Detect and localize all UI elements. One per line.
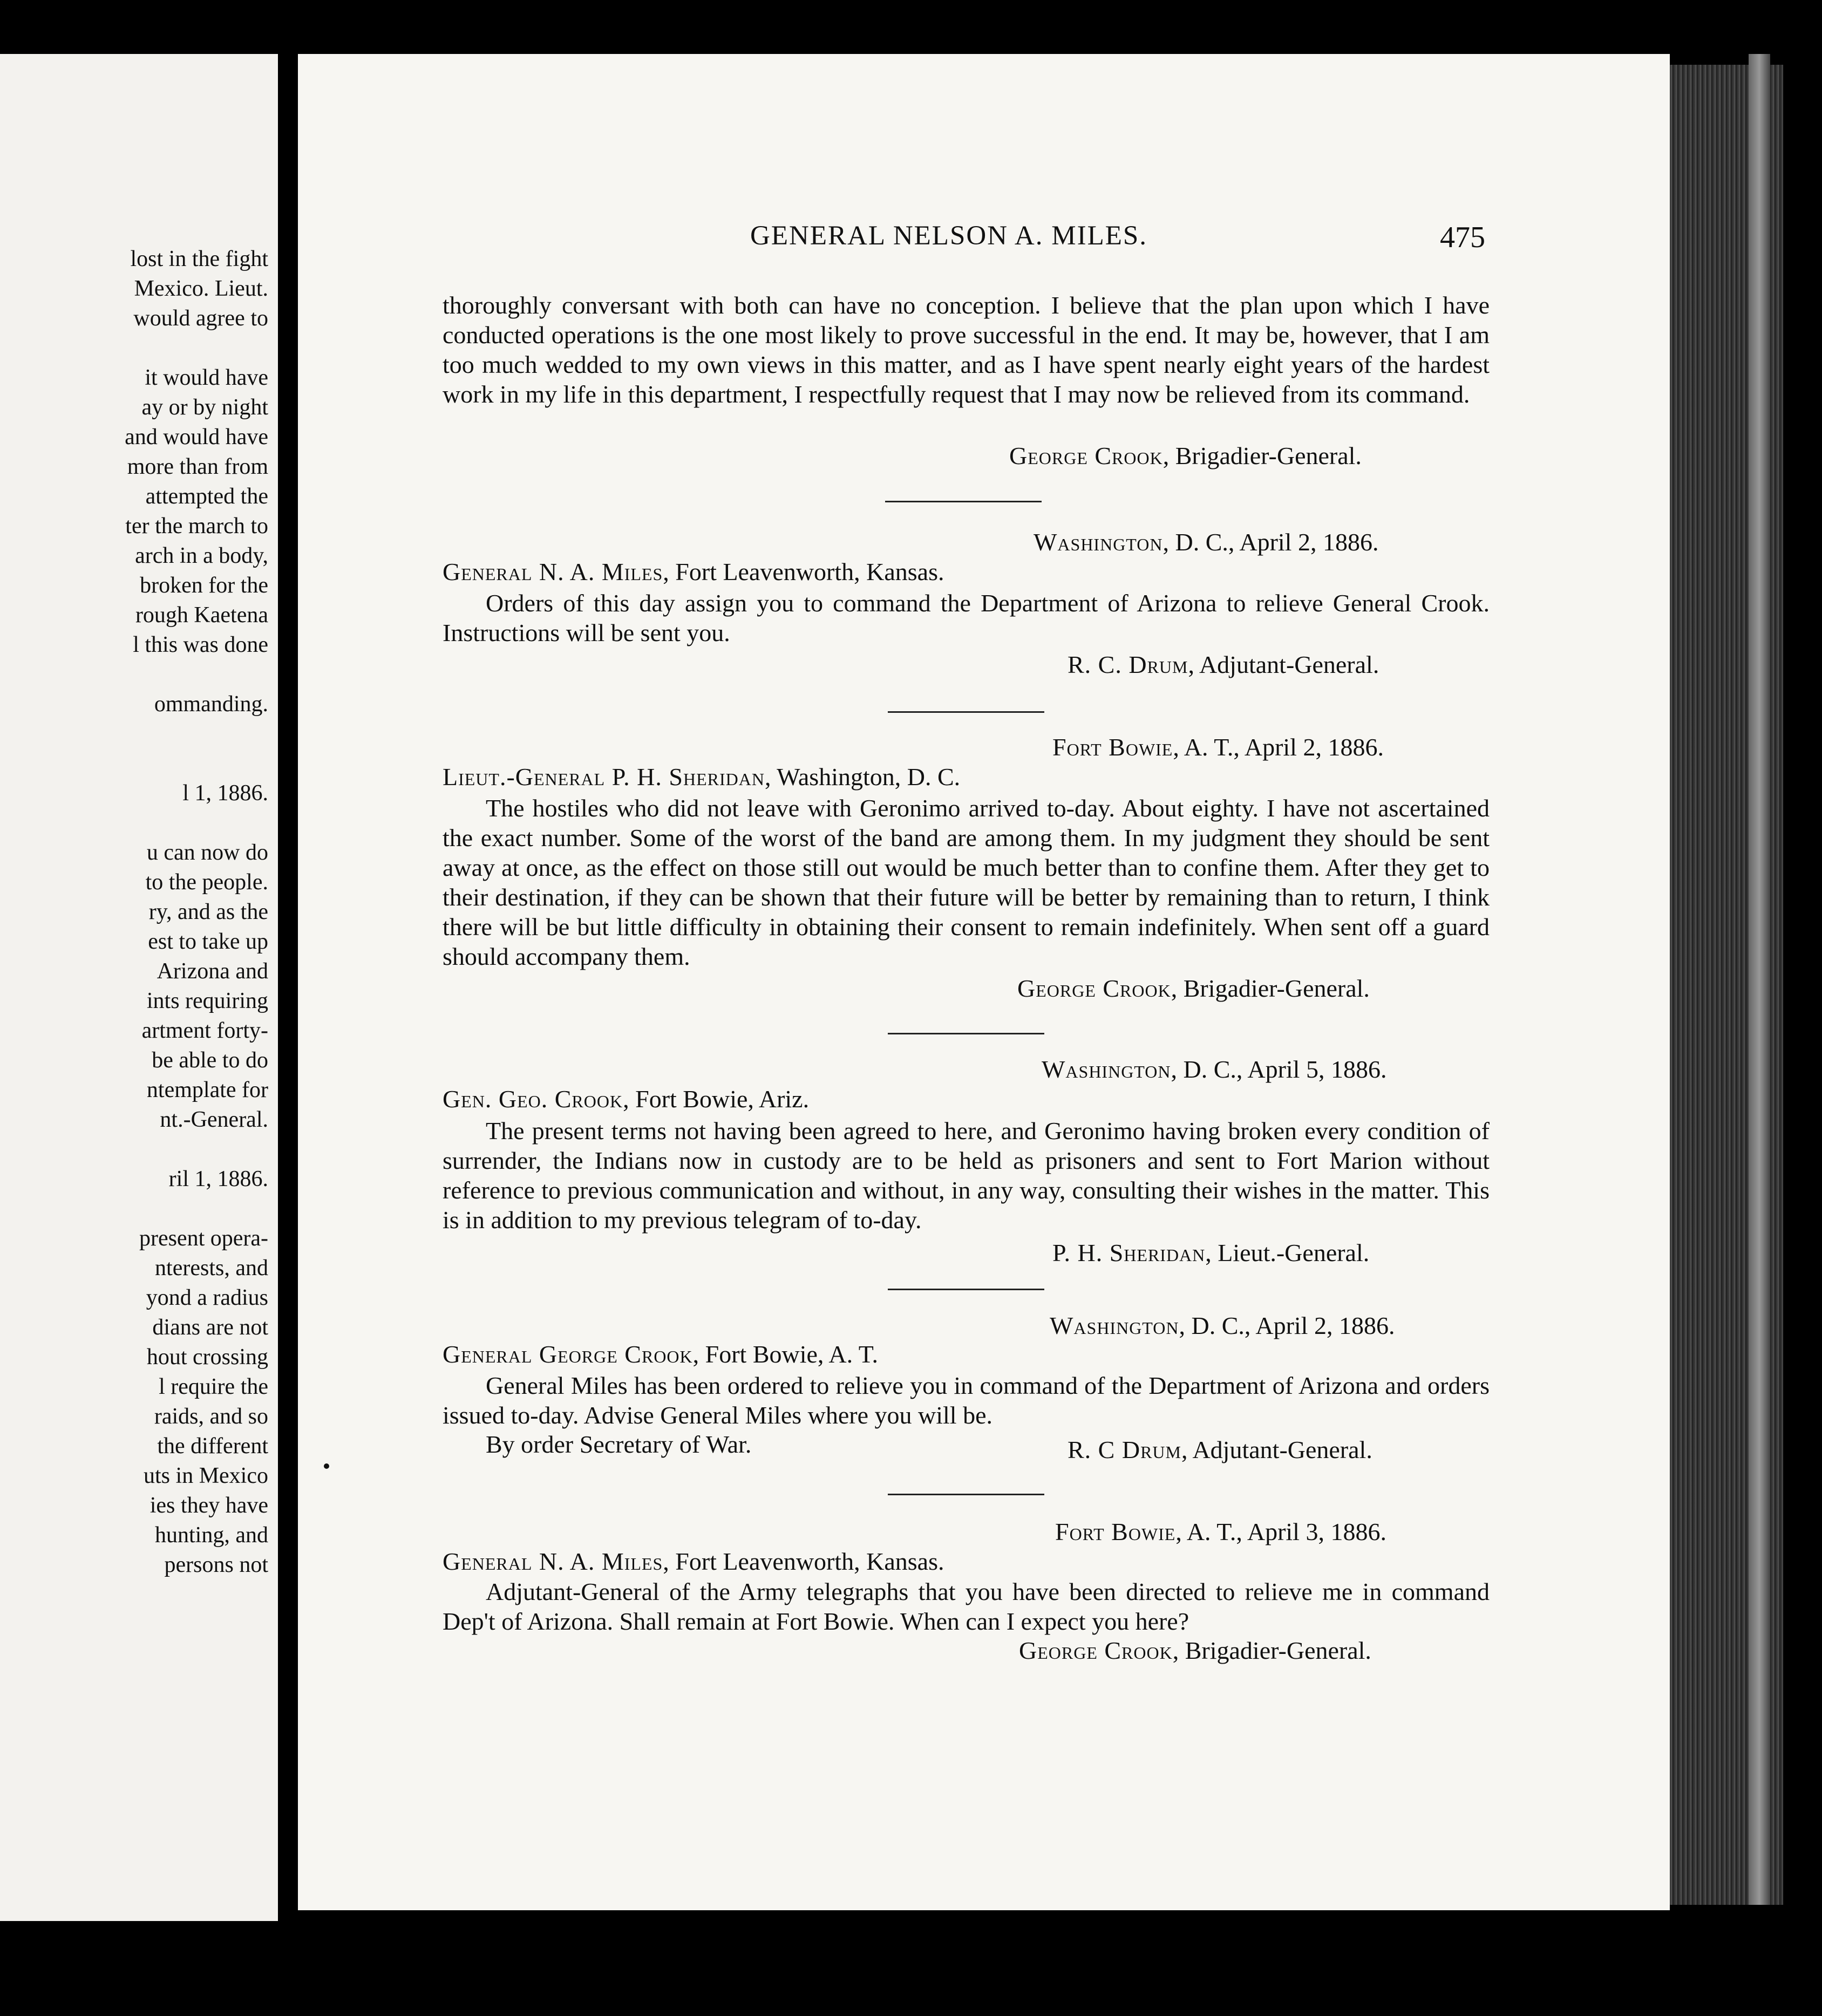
left-page-line: present opera- — [139, 1226, 268, 1251]
left-page-line: hout crossing — [146, 1345, 268, 1370]
book-edge-highlight — [1749, 54, 1770, 1905]
left-page-line: Arizona and — [157, 959, 268, 984]
telegram-1-dateline: Washington, D. C., April 2, 1886. — [1034, 528, 1379, 556]
left-page-line: Mexico. Lieut. — [134, 276, 268, 301]
left-facing-page — [0, 54, 278, 1921]
left-page-line: broken for the — [140, 573, 268, 598]
left-page-line: would agree to — [133, 306, 268, 331]
left-page-line: l this was done — [133, 632, 268, 657]
left-page-line: ter the march to — [125, 514, 268, 539]
left-page-line: artment forty- — [141, 1018, 268, 1043]
left-page-line: l 1, 1886. — [182, 781, 268, 806]
left-page-line: ommanding. — [154, 692, 268, 717]
left-page-line: more than from — [127, 454, 268, 479]
telegram-5-addressee: General N. A. Miles, Fort Leavenworth, Kansas. — [443, 1548, 944, 1575]
left-page-line: yond a radius — [146, 1285, 268, 1310]
telegram-3-dateline: Washington, D. C., April 5, 1886. — [1042, 1055, 1387, 1083]
left-page-line: dians are not — [152, 1315, 268, 1340]
left-page-line: rough Kaetena — [135, 603, 268, 628]
ink-speck — [324, 1463, 329, 1469]
left-page-line: persons not — [164, 1552, 268, 1577]
telegram-4-addressee: General George Crook, Fort Bowie, A. T. — [443, 1340, 878, 1368]
telegram-3-signature: P. H. Sheridan, Lieut.-General. — [1052, 1239, 1370, 1266]
page-number: 475 — [1440, 221, 1485, 254]
left-page-line: ints requiring — [146, 989, 268, 1013]
left-page-line: ay or by night — [141, 395, 268, 420]
left-page-line: lost in the fight — [130, 247, 268, 271]
left-page-line: nterests, and — [155, 1256, 268, 1281]
left-page-line: raids, and so — [154, 1404, 268, 1429]
left-page-line: l require the — [159, 1374, 268, 1399]
telegram-4-by-order: By order Secretary of War. — [486, 1431, 752, 1458]
telegram-2-body: The hostiles who did not leave with Geronimo arrived to-day. About eighty. I have not ascertained the exact number. Some of the worst of the band are among them. In my judgment they should be sent away at once, as the effect on those still out would be much better than to confine them. After they get to their destination, if they can be shown that their future will be better by remaining than to return, I think there will be but little difficulty in obtaining their consent to remain indefinitely. When sent off a guard should accompany them. — [443, 794, 1490, 970]
divider-rule — [888, 1494, 1044, 1495]
left-page-line: ies they have — [149, 1493, 268, 1518]
left-page-line: to the people. — [145, 870, 268, 895]
opening-text: thoroughly conversant with both can have no conception. I believe that the plan upon which I have conducted operations is the one most likely to prove successful in the end. It may be, however, that I am too much wedded to my own views in this matter, and as I have spent nearly eight years of the hardest work in my life in this department, I respectfully request that I may now be relieved from its command. — [443, 291, 1490, 408]
running-header-title: GENERAL NELSON A. MILES. — [750, 221, 1148, 251]
left-page-line: attempted the — [145, 484, 268, 509]
divider-rule — [885, 501, 1042, 502]
telegram-5-signature: George Crook, Brigadier-General. — [1019, 1637, 1371, 1664]
left-page-line: it would have — [145, 365, 268, 390]
left-page-line: nt.-General. — [160, 1107, 268, 1132]
left-page-line: ry, and as the — [148, 900, 268, 924]
telegram-5-body: Adjutant-General of the Army telegraphs that you have been directed to relieve me in command Dep't of Arizona. Shall remain at Fort Bowie. When can I expect you here? — [443, 1578, 1490, 1635]
left-page-line: u can now do — [146, 840, 268, 865]
signature-opening: George Crook, Brigadier-General. — [1009, 442, 1362, 469]
left-page-line: be able to do — [152, 1048, 268, 1073]
left-page-line: uts in Mexico — [144, 1463, 268, 1488]
telegram-3-addressee: Gen. Geo. Crook, Fort Bowie, Ariz. — [443, 1085, 810, 1113]
left-page-line: arch in a body, — [135, 543, 268, 568]
telegram-1-signature: R. C. Drum, Adjutant-General. — [1068, 651, 1379, 678]
telegram-4-body: General Miles has been ordered to relieve you in command of the Department of Arizona and orders issued to-day. Advise General Miles where you will be. — [443, 1372, 1490, 1429]
left-page-line: hunting, and — [155, 1523, 268, 1548]
divider-rule — [888, 1289, 1044, 1290]
left-page-line: and would have — [125, 425, 268, 449]
divider-rule — [888, 711, 1044, 713]
telegram-4-dateline: Washington, D. C., April 2, 1886. — [1050, 1312, 1395, 1339]
telegram-1-addressee: General N. A. Miles, Fort Leavenworth, Kansas. — [443, 558, 944, 585]
opening-paragraph — [443, 290, 1490, 409]
telegram-2-dateline: Fort Bowie, A. T., April 2, 1886. — [1052, 733, 1384, 761]
left-page-line: ril 1, 1886. — [168, 1167, 268, 1191]
telegram-2-signature: George Crook, Brigadier-General. — [1017, 975, 1370, 1002]
telegram-5-dateline: Fort Bowie, A. T., April 3, 1886. — [1055, 1518, 1386, 1545]
telegram-1-body: Orders of this day assign you to command the Department of Arizona to relieve General Crook. Instructions will be sent you. — [443, 589, 1490, 646]
left-page-line: the different — [157, 1434, 268, 1459]
left-page-line: est to take up — [148, 929, 268, 954]
telegram-3-body: The present terms not having been agreed to here, and Geronimo having broken every condition of surrender, the Indians now in custody are to be held as prisoners and sent to Fort Marion without reference to previous communication and without, in any way, consulting their wishes in the matter. This is in addition to my previous telegram of to-day. — [443, 1117, 1490, 1234]
telegram-4-signature: R. C Drum, Adjutant-General. — [1068, 1436, 1372, 1463]
telegram-2-addressee: Lieut.-General P. H. Sheridan, Washington, D. C. — [443, 763, 961, 791]
divider-rule — [888, 1033, 1044, 1034]
left-page-line: ntemplate for — [146, 1078, 268, 1102]
